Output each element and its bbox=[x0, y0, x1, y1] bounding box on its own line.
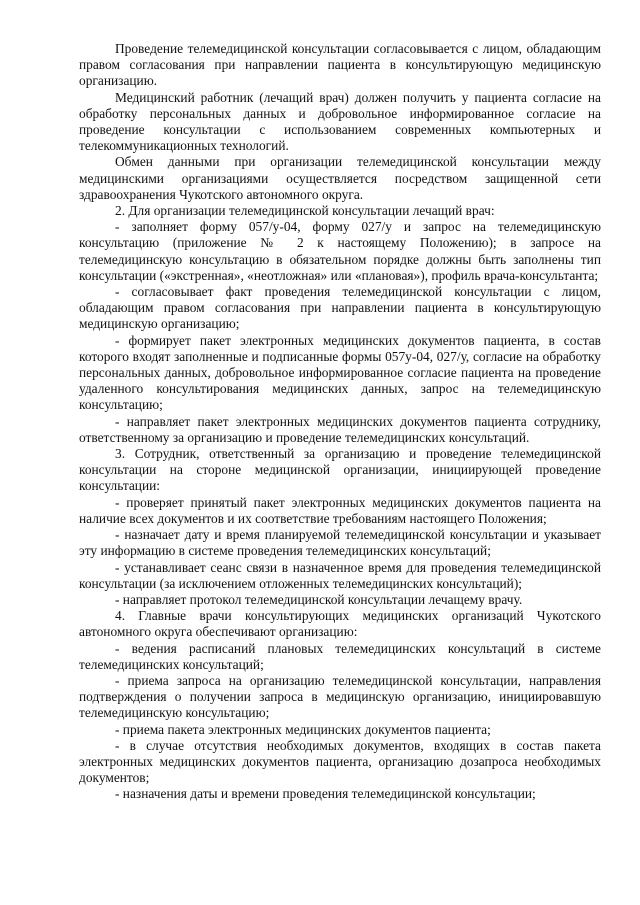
paragraph: - ведения расписаний плановых телемедицинских консультаций в системе телемедицинских консультаций; bbox=[79, 640, 601, 672]
paragraph: - приема пакета электронных медицинских документов пациента; bbox=[115, 721, 491, 737]
paragraph: Проведение телемедицинской консультации согласовывается с лицом, обладающим правом согласования при направлении пациента в консультирующую медицинскую организацию. bbox=[79, 41, 601, 89]
paragraph: 4. Главные врачи консультирующих медицинских организаций Чукотского автономного округа обеспечивают организацию: bbox=[79, 608, 601, 640]
paragraph: Медицинский работник (лечащий врач) должен получить у пациента согласие на обработку персональных данных и добровольное информированное согласие на проведение консультации с использованием современных компьютерных и телекоммуникационных технологий. bbox=[79, 89, 601, 154]
paragraph: - согласовывает факт проведения телемедицинской консультации с лицом, обладающим правом согласования при направлении пациента в консультирующую медицинскую организацию; bbox=[79, 284, 601, 332]
paragraph: - приема запроса на организацию телемедицинской консультации, направления подтверждения о получении запроса в медицинскую организацию, инициировавшую телемедицинскую консультацию; bbox=[79, 672, 601, 721]
paragraph: - формирует пакет электронных медицинских документов пациента, в состав которого входят заполненные и подписанные формы 057у-04, 027/у, согласие на обработку персональных данных, добровольное информированное согласие пациента на проведение удаленного консультирования медицинских данных, запрос на телемедицинскую консультацию; bbox=[79, 332, 601, 413]
document-page bbox=[79, 41, 601, 803]
paragraph: - назначения даты и времени проведения телемедицинской консультации; bbox=[115, 786, 536, 802]
paragraph: - заполняет форму 057/у-04, форму 027/у и запрос на телемедицинскую консультацию (приложение № 2 к настоящему Положению); в запросе на телемедицинскую консультацию в обязательном порядке должны быть заполнены тип консультации («экстренная», «неотложная» или «плановая»), профиль врача-консультанта; bbox=[79, 219, 601, 283]
paragraph: - в случае отсутствия необходимых документов, входящих в состав пакета электронных медицинских документов пациента, организацию дозапроса необходимых документов; bbox=[79, 737, 601, 786]
paragraph: - устанавливает сеанс связи в назначенное время для проведения телемедицинской консультации (за исключением отложенных телемедицинских консультаций); bbox=[79, 559, 601, 591]
paragraph: - проверяет принятый пакет электронных медицинских документов пациента на наличие всех документов и их соответствие требованиям настоящего Положения; bbox=[79, 494, 601, 526]
paragraph: Обмен данными при организации телемедицинской консультации между медицинскими организациями осуществляется посредством защищенной сети здравоохранения Чукотского автономного округа. bbox=[79, 154, 601, 202]
paragraph: 2. Для организации телемедицинской консультации лечащий врач: bbox=[115, 203, 495, 219]
paragraph: 3. Сотрудник, ответственный за организацию и проведение телемедицинской консультации на стороне медицинской организации, инициирующей проведение консультации: bbox=[79, 446, 601, 494]
paragraph: - направляет пакет электронных медицинских документов пациента сотруднику, ответственному за организацию и проведение телемедицинских консультаций. bbox=[79, 413, 601, 445]
paragraph: - назначает дату и время планируемой телемедицинской консультации и указывает эту информацию в системе проведения телемедицинских консультаций; bbox=[79, 527, 601, 559]
paragraph: - направляет протокол телемедицинской консультации лечащему врачу. bbox=[115, 591, 523, 607]
